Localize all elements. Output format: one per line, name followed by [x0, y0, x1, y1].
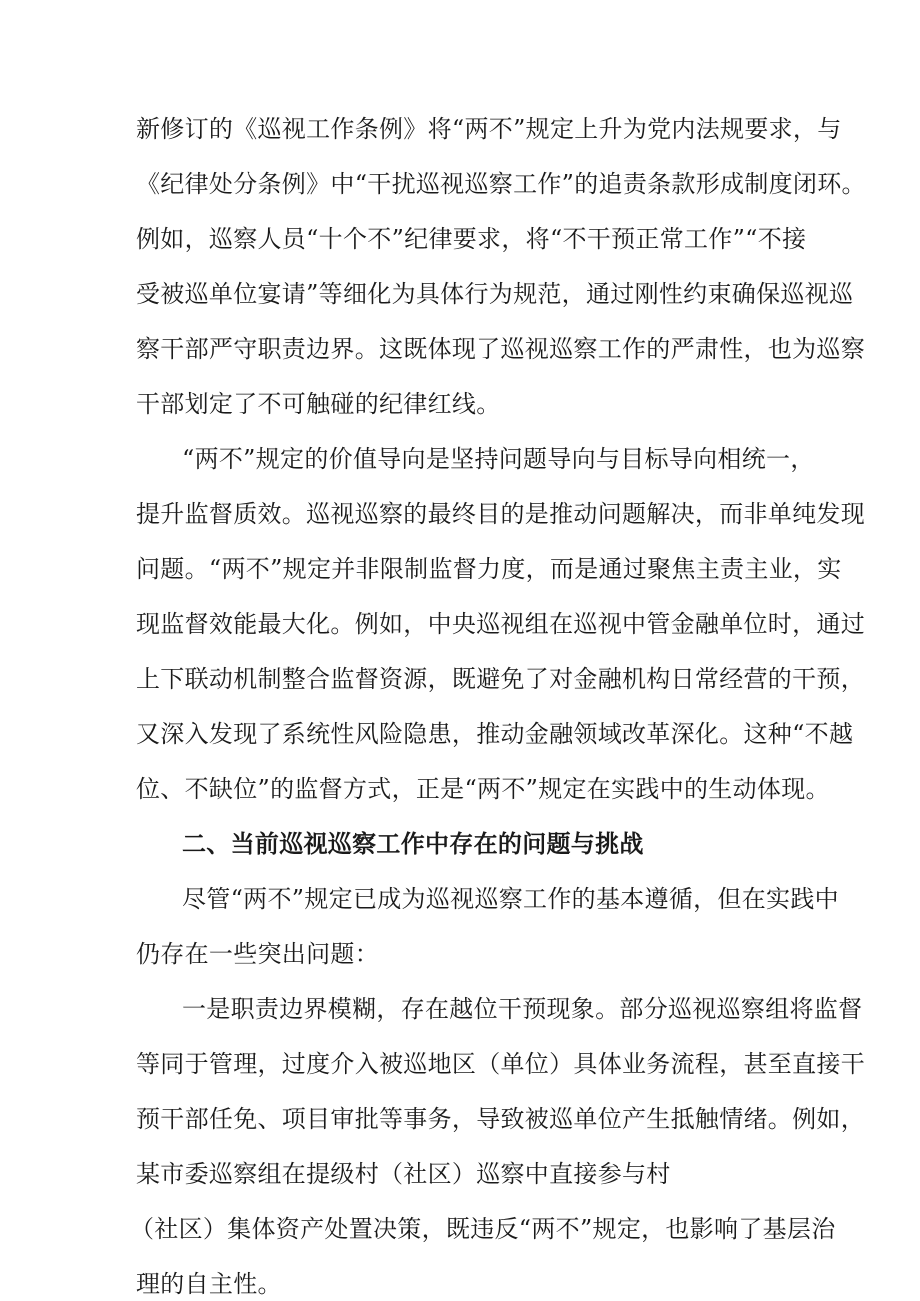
- paragraph-line: 察干部严守职责边界。这既体现了巡视巡察工作的严肃性，也为巡察: [136, 335, 865, 363]
- paragraph-line: 某市委巡察组在提级村（社区）巡察中直接参与村: [136, 1160, 671, 1188]
- paragraph-first-line: “两不”规定的价值导向是坚持问题导向与目标导向相统一，: [182, 445, 815, 473]
- paragraph-line: 问题。“两不”规定并非限制监督力度，而是通过聚焦主责主业，实: [136, 555, 842, 583]
- paragraph-line: 仍存在一些突出问题：: [136, 940, 379, 968]
- paragraph-line: 提升监督质效。巡视巡察的最终目的是推动问题解决，而非单纯发现: [136, 500, 865, 528]
- section-heading: 二、当前巡视巡察工作中存在的问题与挑战: [182, 830, 644, 858]
- paragraph-line: 预干部任免、项目审批等事务，导致被巡单位产生抵触情绪。例如，: [136, 1105, 865, 1133]
- paragraph-line: （社区）集体资产处置决策，既违反“两不”规定，也影响了基层治: [130, 1215, 836, 1243]
- paragraph-first-line: 尽管“两不”规定已成为巡视巡察工作的基本遵循，但在实践中: [182, 885, 839, 913]
- paragraph-line: 受被巡单位宴请”等细化为具体行为规范，通过刚性约束确保巡视巡: [136, 280, 854, 308]
- paragraph-line: 理的自主性。: [136, 1270, 282, 1298]
- paragraph-line: 上下联动机制整合监督资源，既避免了对金融机构日常经营的干预，: [136, 665, 865, 693]
- paragraph-line: 位、不缺位”的监督方式，正是“两不”规定在实践中的生动体现。: [136, 775, 830, 803]
- paragraph-line: 干部划定了不可触碰的纪律红线。: [136, 390, 501, 418]
- paragraph-line: 现监督效能最大化。例如，中央巡视组在巡视中管金融单位时，通过: [136, 610, 865, 638]
- paragraph-line: 《纪律处分条例》中“干扰巡视巡察工作”的追责条款形成制度闭环。: [136, 170, 866, 198]
- paragraph-line: 新修订的《巡视工作条例》将“两不”规定上升为党内法规要求，与: [136, 115, 842, 143]
- paragraph-line: 例如，巡察人员“十个不”纪律要求，将“不干预正常工作”“不接: [136, 225, 807, 253]
- paragraph-line: 又深入发现了系统性风险隐患，推动金融领域改革深化。这种“不越: [136, 720, 854, 748]
- paragraph-first-line: 一是职责边界模糊，存在越位干预现象。部分巡视巡察组将监督: [182, 995, 863, 1023]
- paragraph-line: 等同于管理，过度介入被巡地区（单位）具体业务流程，甚至直接干: [136, 1050, 865, 1078]
